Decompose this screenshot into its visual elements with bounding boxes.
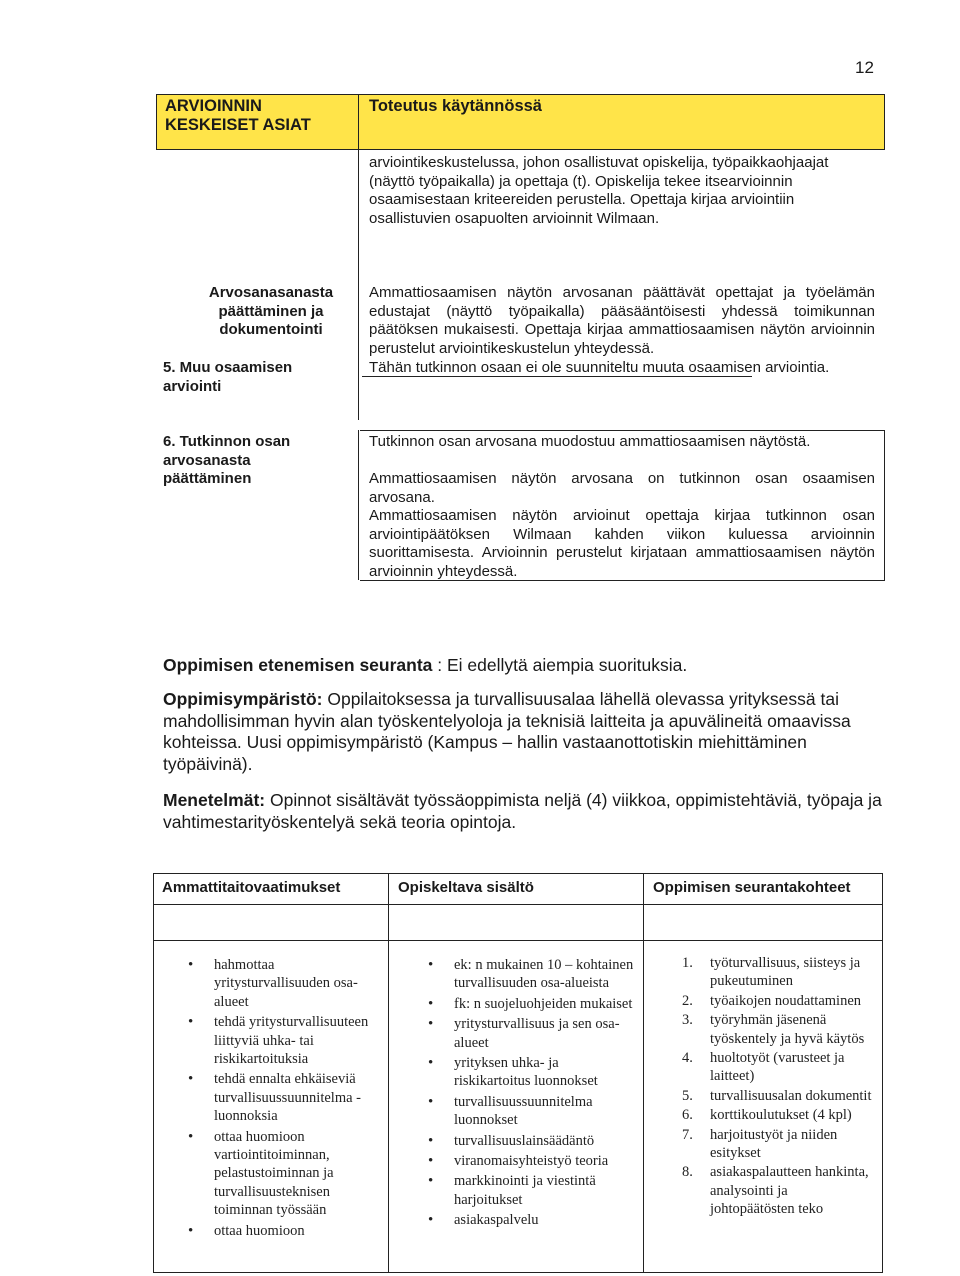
list-item: • ek: n mukainen 10 – kohtainen turvallisuuden osa-alueista xyxy=(422,956,637,993)
list-item: 5. turvallisuusalan dokumentit xyxy=(682,1087,872,1104)
methods-label: Menetelmät: xyxy=(163,790,266,810)
row6-text-2: Ammattiosaamisen näytön arvosana on tutkinnon osan osaamisen arvosana. xyxy=(369,470,875,506)
progress-tracking-label: Oppimisen etenemisen seuranta xyxy=(163,655,433,675)
evaluation-table xyxy=(156,94,885,150)
grade-decision-text: Ammattiosaamisen näytön arvosanan päättävät opettajat ja työelämän edustajat (näyttö työpaikalla) pääsääntöisesti yhdessä toimikunnan päätöksen mukaisesti. Opettaja kirjaa ammattiosaamisen näytön arvioinnin perustelut arviointikeskustelun yhteydessä. xyxy=(369,284,875,357)
list-item: • ottaa huomioon vartiointitoiminnan, pelastustoiminnan ja turvallisuusteknisen toiminnan työssään xyxy=(182,1128,382,1220)
list-item: • tehdä ennalta ehkäiseviä turvallisuussuunnitelma -luonnoksia xyxy=(182,1070,382,1125)
list-item: • viranomaisyhteistyö teoria xyxy=(422,1152,637,1170)
requirements-list xyxy=(182,956,382,1242)
eval-rule-row6-top xyxy=(360,430,885,431)
eval-divider-2 xyxy=(358,430,359,580)
progress-tracking-text: : Ei edellytä aiempia suorituksia. xyxy=(432,655,688,675)
methods-text: Opinnot sisältävät työssäoppimista neljä (4) viikkoa, oppimistehtäviä, työpaja ja vahtimestarityöskentelyä sekä teoria opintoja. xyxy=(163,790,882,832)
header-implementation: Toteutus käytännössä xyxy=(369,97,542,115)
competence-table xyxy=(153,873,883,1273)
header-key-points: ARVIOINNIN KESKEISET ASIAT xyxy=(157,95,359,149)
learning-environment-text: Oppilaitoksessa ja turvallisuusalaa lähellä olevassa yrityksessä tai mahdollisimman hyvin alan työskentelyoloja ja teknisiä laitteita ja apuvälineitä omaavissa kohteissa. Uusi oppimisympäristö (Kampus – hallin vastaanottotiskin miehittäminen työpäivinä). xyxy=(163,689,851,774)
list-item: 8. asiakaspalautteen hankinta, analysointi ja johtopäätösten teko xyxy=(682,1164,869,1218)
list-item: • asiakaspalvelu xyxy=(422,1211,637,1229)
list-item: • yrityksen uhka- ja riskikartoitus luonnokset xyxy=(422,1054,637,1091)
row6-text-1: Tutkinnon osan arvosana muodostuu ammattiosaamisen näytöstä. xyxy=(369,433,811,450)
table-header-rule xyxy=(154,904,882,905)
list-item: 4. huoltotyöt (varusteet ja laitteet) xyxy=(682,1050,845,1085)
intro-text: arviointikeskustelussa, johon osallistuvat opiskelija, työpaikkaohjaajat (näyttö työpaikalla) ja opettaja (t). Opiskelija tekee itsearvioinnin osaamisestaan kriteereiden perustella. Opettaja kirjaa arviointiin osallistuvien osapuolten arvioinnit Wilmaan. xyxy=(369,154,829,227)
col-header-content: Opiskeltava sisältö xyxy=(398,879,534,896)
row5-label: 5. Muu osaamisen arviointi xyxy=(163,359,293,395)
list-item: 3. työryhmän jäsenenä työskentely ja hyvä käytös xyxy=(682,1012,865,1047)
list-item: • turvallisuussuunnitelma luonnokset xyxy=(422,1093,637,1130)
page-number: 12 xyxy=(855,58,874,77)
list-item: 6. korttikoulutukset (4 kpl) xyxy=(682,1107,852,1124)
evaluation-table-header xyxy=(156,94,885,150)
table-subheader-rule xyxy=(154,940,882,941)
tracking-list xyxy=(682,954,872,1220)
list-item: 2. työaikojen noudattaminen xyxy=(682,992,862,1009)
col-header-requirements: Ammattitaitovaatimukset xyxy=(162,879,341,896)
list-item: • turvallisuuslainsäädäntö xyxy=(422,1132,637,1150)
progress-tracking-paragraph xyxy=(163,655,883,677)
row5-text: Tähän tutkinnon osaan ei ole suunniteltu muuta osaamisen arviointia. xyxy=(369,359,830,376)
table-col-divider-1 xyxy=(388,874,389,1272)
eval-divider-1 xyxy=(358,150,359,420)
grade-decision-label-text: Arvosanasanasta päättäminen ja dokumentointi xyxy=(208,284,334,339)
row6-label: 6. Tutkinnon osan arvosanasta päättäminen xyxy=(163,433,291,488)
learning-environment-paragraph xyxy=(163,689,883,775)
list-item: 7. harjoitustyöt ja niiden esitykset xyxy=(682,1126,838,1162)
methods-paragraph xyxy=(163,790,883,833)
list-item: • markkinointi ja viestintä harjoitukset xyxy=(422,1172,637,1209)
list-item: • hahmottaa yritysturvallisuuden osa-alueet xyxy=(182,956,382,1011)
content-list xyxy=(422,956,637,1232)
table-col-divider-2 xyxy=(643,874,644,1272)
grade-decision-label xyxy=(196,284,346,340)
list-item: • fk: n suojeluohjeiden mukaiset xyxy=(422,995,637,1013)
list-item: 1. työturvallisuus, siisteys ja pukeutuminen xyxy=(682,955,861,990)
learning-environment-label: Oppimisympäristö: xyxy=(163,689,323,709)
list-item: • yritysturvallisuus ja sen osa-alueet xyxy=(422,1015,637,1052)
list-item: • ottaa huomioon xyxy=(182,1222,382,1240)
list-item: • tehdä yritysturvallisuuteen liittyviä uhka- tai riskikartoituksia xyxy=(182,1013,382,1068)
col-header-tracking: Oppimisen seurantakohteet xyxy=(653,879,851,896)
row6-text-3: Ammattiosaamisen näytön arvioinut opettaja kirjaa tutkinnon osan arviointipäätöksen Wilmaan kahden viikon kuluessa arvioinnin suorittamisesta. Arvioinnin perustelut kirjataan ammattiosaamisen näytön arvioinnin yhteydessä. xyxy=(369,507,875,580)
eval-right-edge xyxy=(884,430,885,581)
